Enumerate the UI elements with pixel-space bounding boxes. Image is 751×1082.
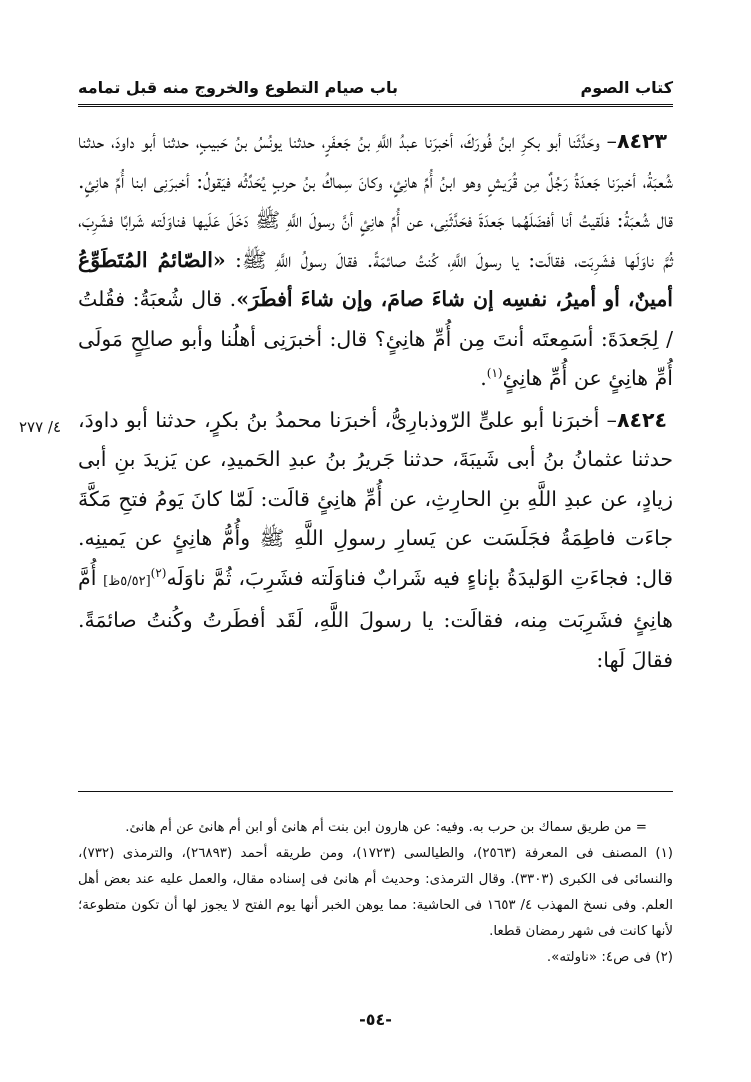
hadith-text: – وحَدَّثَنا أبو بكرِ ابنُ فُورَكَ، أخبرَنا عبدُ اللَّهِ بنُ جَعفَرٍ، حدثنا يونُسُ بنُ حَبيبٍ، حدثنا أبو داودَ، حدثنا شُعبَةُ، أخبرَنا جَعدَةُ رَجُلٌ مِن قُرَيشٍ وهو ابنُ أُمِّ هانِئٍ، وكانَ سِماكُ بنُ حربٍ يُحَدِّثُه فيَقولُ: أخبرَنِى ابنا أُمِّ هانِئٍ. قال شُعبَةُ: فلَقيتُ أنا أفضَلَهُما جَعدَةَ فحَدَّثَنِى، عن أُمِّ هانِئٍ أنَّ رسولَ اللَّهِ ﷺ دَخَلَ عَلَيها فناوَلَته شَرابًا فشَرِبَ، ثُمَّ ناوَلَها فشَرِبَت، فقالَت: يا رسولَ اللَّهِ، كُنتُ صائمَةً. فقالَ رسولُ اللَّهِ ﷺ: xyxy=(78,129,673,272)
hadith-text-continued: أُمَّ هانِئٍ فشَرِبَت مِنه، فقالَت: يا رسولَ اللَّهِ، لَقَد أفطَرتُ وكُنتُ صائمَةً. فقالَ لَها: xyxy=(78,565,673,672)
footnote-2: (٢) فى ص٤: «ناولته». xyxy=(546,950,673,965)
margin-page-reference: ٤/ ٢٧٧ xyxy=(18,418,62,436)
header-divider xyxy=(78,104,673,107)
footnote-marker-2: (٢) xyxy=(150,565,167,580)
hadith-8423 xyxy=(78,122,673,399)
hadith-text: – أخبرَنا أبو علىٍّ الرّوذبارِىُّ، أخبرَنا محمدُ بنُ بكرٍ، حدثنا أبو داودَ، حدثنا عثمانُ بنُ أبى شَيبَةَ، حدثنا جَريرُ بنُ عبدِ الحَميدِ، عن يَزيدَ بنِ أبى زيادٍ، عن عبدِ اللَّهِ بنِ الحارِثِ، عن أُمِّ هانِئٍ قالَت: لَمّا كانَ يَومُ فتحِ مَكَّةَ جاءَت فاطِمَةُ فجَلَسَت عن يَسارِ رسولِ اللَّهِ ﷺ وأُمُّ هانِئٍ عن يَمينِه. قال: فجاءَتِ الوَليدَةُ بإناءٍ فيه شَرابٌ فناوَلَته فشَرِبَ، ثُمَّ ناوَلَه xyxy=(78,407,674,590)
hadith-text-continued: . قال شُعبَةُ: فقُلتُ / لِجَعدَةَ: أسَمِعتَه أنتَ مِن أُمِّ هانِئٍ؟ قال: أخبرَنِى أهلُنا وأبو صالِحٍ مَولَى أُمِّ هانِئٍ عن أُمِّ هانِئٍ xyxy=(78,287,673,390)
page-number: -٥٤- xyxy=(359,1010,392,1029)
hadith-number: ٨٤٢٤ xyxy=(616,407,667,432)
hadith-end: . xyxy=(480,366,487,390)
chapter-title: باب صيام التطوع والخروج منه قبل تمامه xyxy=(78,78,398,97)
prophetic-quote: «الصّائمُ المُتَطَوِّعُ أمينٌ، أو أميرُ، نفسِه إن شاءَ صامَ، وإن شاءَ أفطَرَ» xyxy=(78,247,673,311)
footnote-marker-1: (١) xyxy=(486,366,503,381)
hadith-8424 xyxy=(78,401,673,681)
footnote-divider xyxy=(78,791,673,792)
page-header xyxy=(78,70,673,106)
footnotes xyxy=(78,815,673,971)
book-title: كتاب الصوم xyxy=(580,78,673,97)
manuscript-reference: [٥/٥٢ظ] xyxy=(103,573,151,589)
hadith-number: ٨٤٢٣ xyxy=(616,129,667,153)
footnote-1: (١) المصنف فى المعرفة (٢٥٦٣)، والطيالسى (١٧٢٣)، ومن طريقه أحمد (٢٦٨٩٣)، والترمذى (٧٣٢)، والنسائى فى الكبرى (٣٣٠٣). وقال الترمذى: وحديث أم هانئ فى إسناده مقال، والعمل عليه عند بعض أهل العلم. وفى نسخ المهذب ٤/ ١٦٥٣ فى الحاشية: مما يوهن الخبر أنها يوم الفتح لا يجوز لها أن تكون متطوعة؛ لأنها كانت فى شهر رمضان قطعا. xyxy=(78,846,674,939)
main-text xyxy=(78,122,673,680)
footnote-continuation: = من طريق سماك بن حرب به. وفيه: عن هارون ابن بنت أم هانئ أو ابن أم هانئ عن أم هانئ. xyxy=(125,820,647,835)
